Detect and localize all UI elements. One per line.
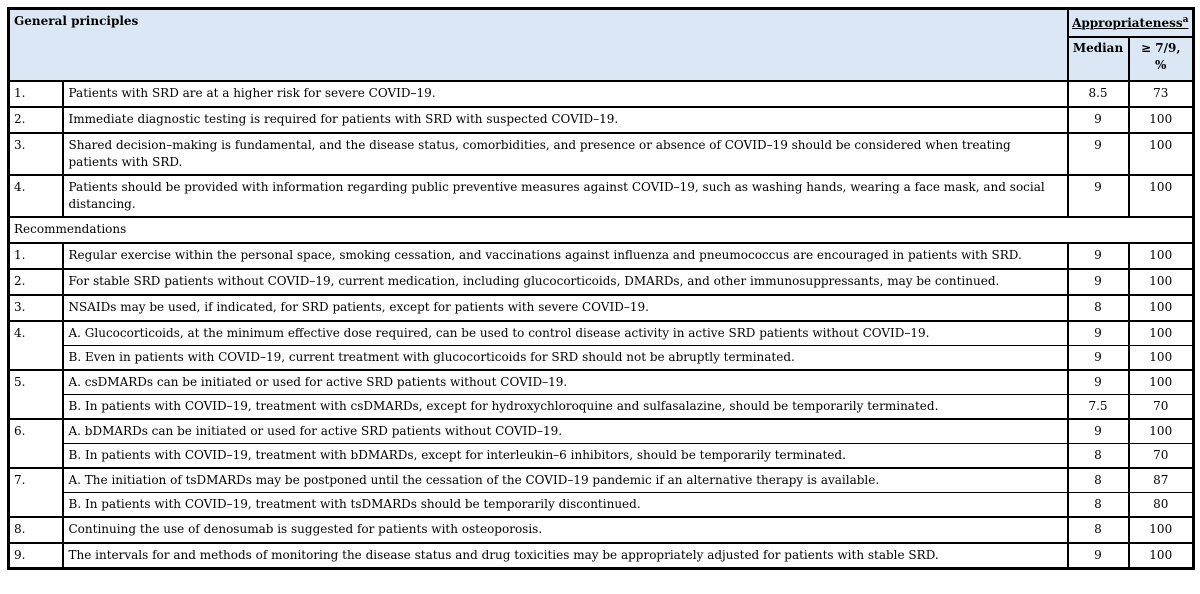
table-row xyxy=(9,394,1194,419)
row-number: 3. xyxy=(9,295,63,321)
median-value: 8 xyxy=(1068,517,1129,543)
row-text: Continuing the use of denosumab is suggested for patients with osteoporosis. xyxy=(63,517,1068,543)
percent-value: 100 xyxy=(1129,107,1194,133)
row-text: Patients with SRD are at a higher risk for severe COVID–19. xyxy=(63,81,1068,107)
appropriateness-header xyxy=(1068,9,1194,37)
row-text: B. Even in patients with COVID–19, current treatment with glucocorticoids for SRD should not be abruptly terminated. xyxy=(63,345,1068,370)
median-value: 9 xyxy=(1068,107,1129,133)
percent-value: 70 xyxy=(1129,394,1194,419)
median-value: 8 xyxy=(1068,443,1129,468)
row-text: NSAIDs may be used, if indicated, for SRD patients, except for patients with severe COVID–19. xyxy=(63,295,1068,321)
row-number: 7. xyxy=(9,468,63,517)
percent-value: 100 xyxy=(1129,133,1194,175)
percent-value: 100 xyxy=(1129,269,1194,295)
section-row xyxy=(9,217,1194,243)
percent-value: 100 xyxy=(1129,345,1194,370)
percent-value: 100 xyxy=(1129,243,1194,269)
table-row xyxy=(9,370,1194,395)
percent-value: 87 xyxy=(1129,468,1194,493)
percent-value: 80 xyxy=(1129,492,1194,517)
percent-value: 100 xyxy=(1129,419,1194,444)
footnote-marker-a: a xyxy=(1182,15,1189,25)
row-text: A. bDMARDs can be initiated or used for active SRD patients without COVID–19. xyxy=(63,419,1068,444)
table-row xyxy=(9,269,1194,295)
table-row xyxy=(9,81,1194,107)
row-text: The intervals for and methods of monitoring the disease status and drug toxicities may be appropriately adjusted for patients with stable SRD. xyxy=(63,543,1068,569)
table-row xyxy=(9,443,1194,468)
median-value: 9 xyxy=(1068,543,1129,569)
percent-value: 73 xyxy=(1129,81,1194,107)
percent-value: 100 xyxy=(1129,543,1194,569)
table-row xyxy=(9,175,1194,217)
row-number: 1. xyxy=(9,81,63,107)
row-text: Shared decision–making is fundamental, and the disease status, comorbidities, and presence or absence of COVID–19 should be considered when treating patients with SRD. xyxy=(63,133,1068,175)
column-header-threshold: ≥ 7/9, % xyxy=(1129,37,1194,81)
median-value: 9 xyxy=(1068,370,1129,395)
header-row-1 xyxy=(9,9,1194,37)
table-header xyxy=(9,9,1194,81)
median-value: 9 xyxy=(1068,269,1129,295)
row-text: B. In patients with COVID–19, treatment with tsDMARDs should be temporarily discontinued. xyxy=(63,492,1068,517)
table-row xyxy=(9,419,1194,444)
row-number: 8. xyxy=(9,517,63,543)
row-text: A. Glucocorticoids, at the minimum effective dose required, can be used to control disease activity in active SRD patients without COVID–19. xyxy=(63,321,1068,346)
median-value: 8.5 xyxy=(1068,81,1129,107)
appropriateness-label: Appropriateness xyxy=(1072,16,1183,30)
row-number: 4. xyxy=(9,321,63,370)
row-number: 5. xyxy=(9,370,63,419)
percent-value: 100 xyxy=(1129,321,1194,346)
row-text: B. In patients with COVID–19, treatment with bDMARDs, except for interleukin–6 inhibitors, should be temporarily terminated. xyxy=(63,443,1068,468)
row-text: Regular exercise within the personal space, smoking cessation, and vaccinations against influenza and pneumococcus are encouraged in patients with SRD. xyxy=(63,243,1068,269)
column-header-median: Median xyxy=(1068,37,1129,81)
row-text: B. In patients with COVID–19, treatment with csDMARDs, except for hydroxychloroquine and sulfasalazine, should be temporarily terminated. xyxy=(63,394,1068,419)
table-row xyxy=(9,133,1194,175)
table-row xyxy=(9,345,1194,370)
percent-value: 100 xyxy=(1129,517,1194,543)
row-text: For stable SRD patients without COVID–19, current medication, including glucocorticoids, DMARDs, and other immunosuppressants, may be continued. xyxy=(63,269,1068,295)
row-number: 1. xyxy=(9,243,63,269)
table-row xyxy=(9,468,1194,493)
table-row xyxy=(9,107,1194,133)
median-value: 7.5 xyxy=(1068,394,1129,419)
row-text: A. The initiation of tsDMARDs may be postponed until the cessation of the COVID–19 pandemic if an alternative therapy is available. xyxy=(63,468,1068,493)
median-value: 9 xyxy=(1068,419,1129,444)
median-value: 9 xyxy=(1068,175,1129,217)
row-number: 2. xyxy=(9,107,63,133)
percent-value: 70 xyxy=(1129,443,1194,468)
percent-value: 100 xyxy=(1129,175,1194,217)
row-number: 4. xyxy=(9,175,63,217)
median-value: 9 xyxy=(1068,243,1129,269)
percent-value: 100 xyxy=(1129,295,1194,321)
row-number: 2. xyxy=(9,269,63,295)
appropriateness-table xyxy=(7,7,1195,570)
row-text: Patients should be provided with information regarding public preventive measures against COVID–19, such as washing hands, wearing a face mask, and social distancing. xyxy=(63,175,1068,217)
table-row xyxy=(9,517,1194,543)
table-row xyxy=(9,243,1194,269)
row-number: 9. xyxy=(9,543,63,569)
median-value: 8 xyxy=(1068,295,1129,321)
table-row xyxy=(9,295,1194,321)
table-row xyxy=(9,492,1194,517)
row-number: 3. xyxy=(9,133,63,175)
percent-value: 100 xyxy=(1129,370,1194,395)
median-value: 8 xyxy=(1068,468,1129,493)
section-label: Recommendations xyxy=(9,217,1194,243)
median-value: 9 xyxy=(1068,133,1129,175)
row-text: A. csDMARDs can be initiated or used for active SRD patients without COVID–19. xyxy=(63,370,1068,395)
table-row xyxy=(9,543,1194,569)
general-principles-header: General principles xyxy=(9,9,1068,81)
median-value: 9 xyxy=(1068,345,1129,370)
median-value: 8 xyxy=(1068,492,1129,517)
row-text: Immediate diagnostic testing is required for patients with SRD with suspected COVID–19. xyxy=(63,107,1068,133)
table-row xyxy=(9,321,1194,346)
row-number: 6. xyxy=(9,419,63,468)
median-value: 9 xyxy=(1068,321,1129,346)
table-body xyxy=(9,81,1194,569)
